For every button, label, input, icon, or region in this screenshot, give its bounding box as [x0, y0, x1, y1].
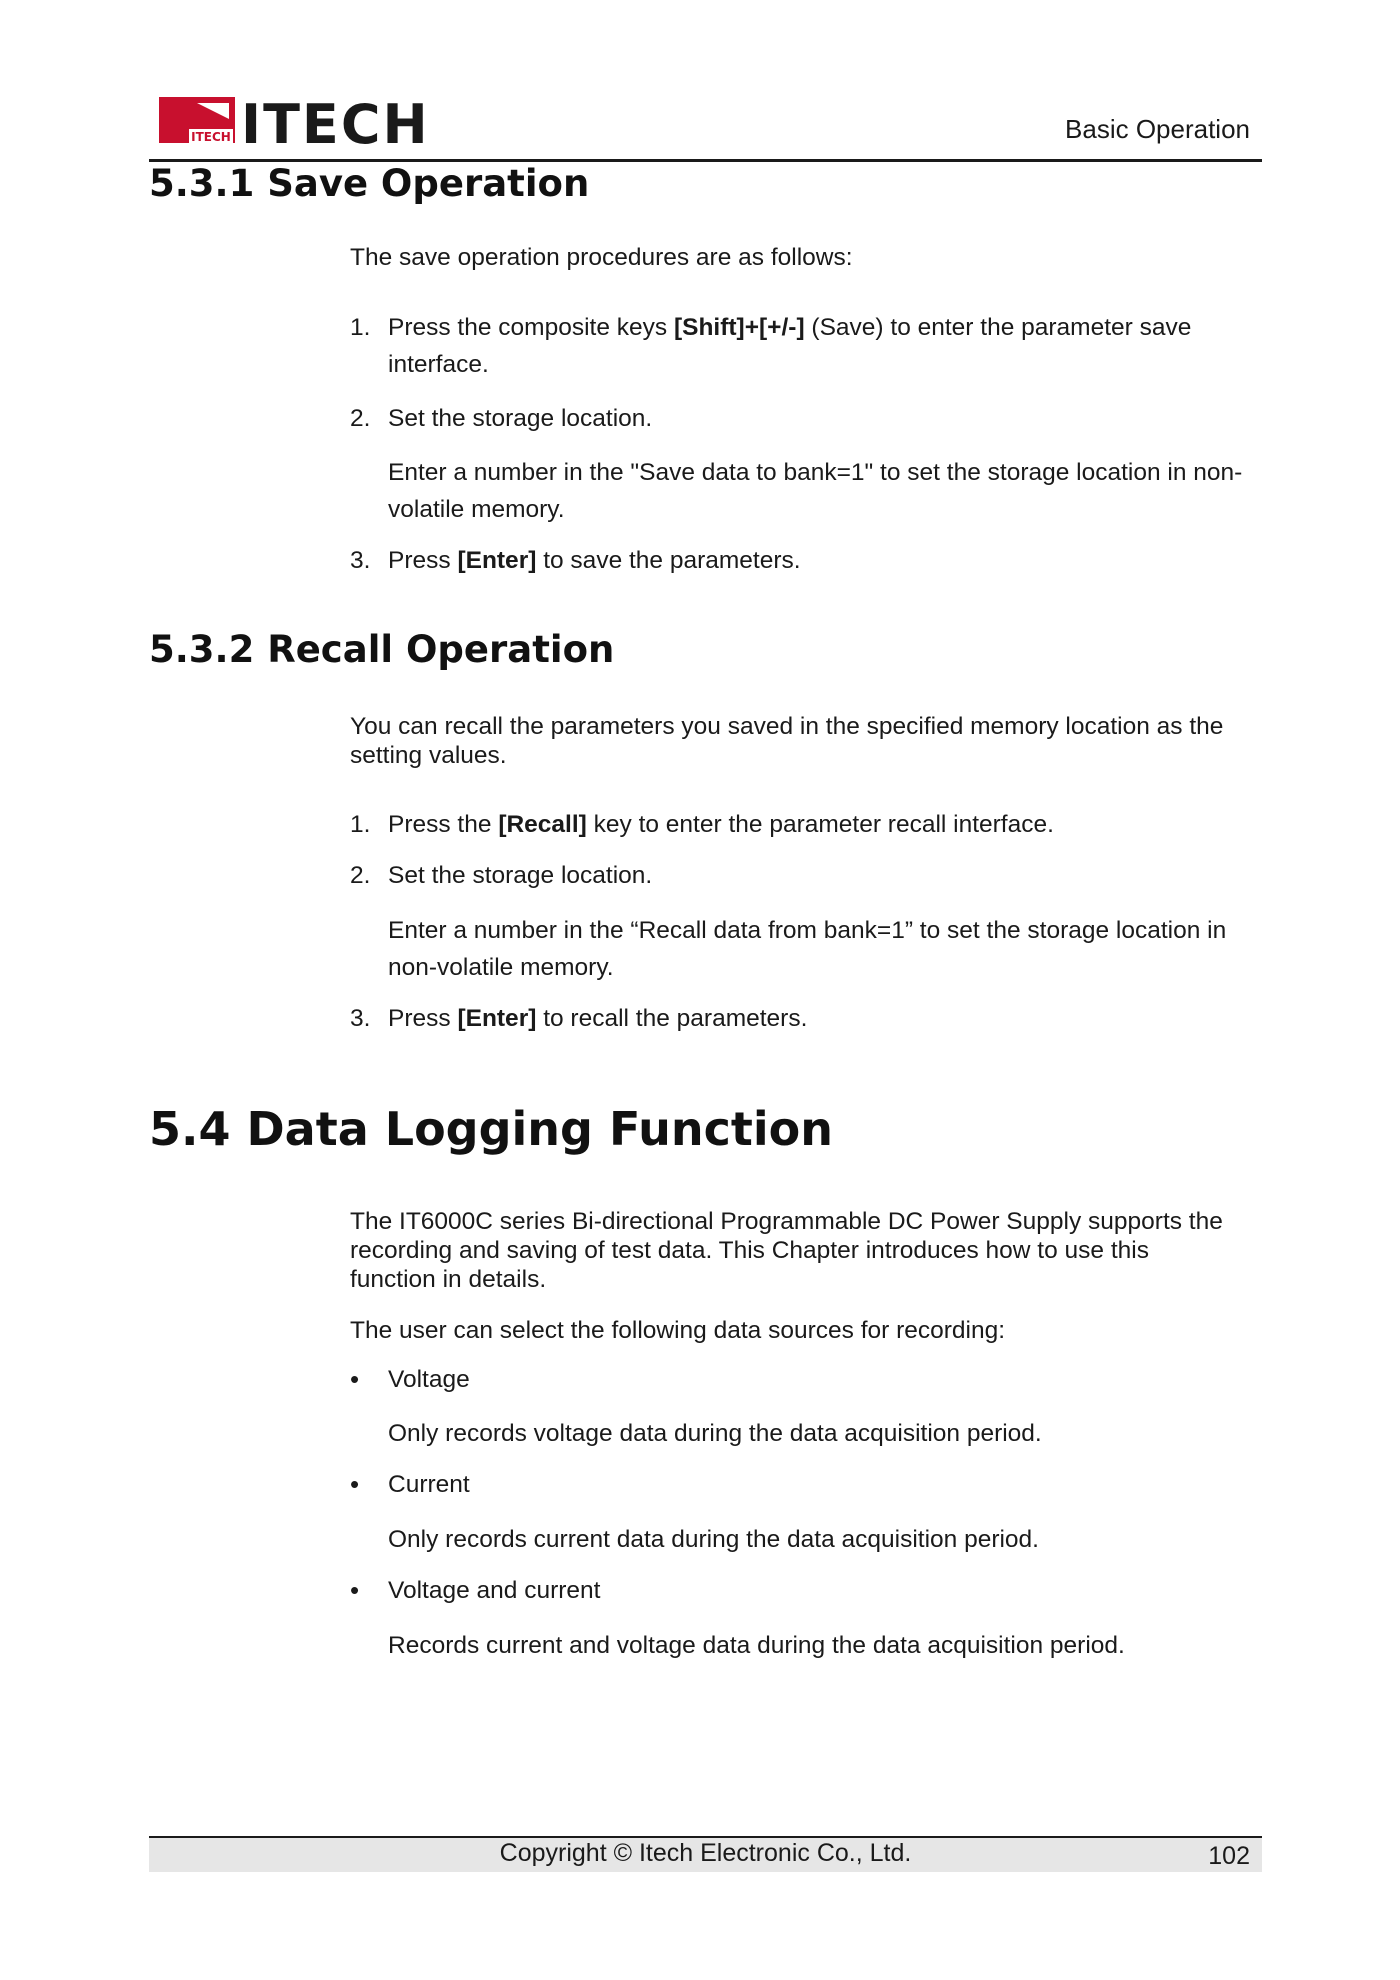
heading-recall-operation: 5.3.2 Recall Operation [149, 628, 615, 671]
logging-lead: The user can select the following data sources for recording: [350, 1317, 1006, 1344]
save-step-2-detail: Enter a number in the "Save data to bank=1" to set the storage location in non-volatile memory. [388, 459, 1243, 523]
page-footer [149, 1836, 1262, 1872]
save-step-3: 3. Press [Enter] to save the parameters. [350, 542, 1240, 579]
step-number: 2. [350, 405, 371, 432]
recall-step-2: 2. Set the storage location. [350, 857, 1240, 894]
step-number: 3. [350, 1005, 371, 1032]
step-number: 1. [350, 314, 371, 341]
step-number: 1. [350, 811, 371, 838]
list-item: • Voltage [350, 1361, 1240, 1398]
logo-wordmark: ITECH [241, 95, 430, 149]
recall-step-1: 1. Press the [Recall] key to enter the parameter recall interface. [350, 806, 1240, 843]
copyright-text: Copyright © Itech Electronic Co., Ltd. [499, 1839, 912, 1867]
bullet-icon: • [350, 1469, 360, 1499]
heading-save-operation: 5.3.1 Save Operation [149, 162, 590, 205]
list-item-description: Only records voltage data during the data acquisition period. [388, 1420, 1042, 1447]
svg-text:ITECH: ITECH [191, 130, 231, 144]
save-intro: The save operation procedures are as follows: [350, 244, 853, 271]
step-number: 2. [350, 862, 371, 889]
page-header [149, 93, 1262, 162]
itech-logo [159, 95, 435, 149]
heading-data-logging: 5.4 Data Logging Function [149, 1102, 834, 1156]
list-item: • Current [350, 1466, 1240, 1503]
key-enter: [Enter] [457, 1005, 537, 1032]
recall-intro: You can recall the parameters you saved in the specified memory location as the setting values. [350, 713, 1224, 769]
key-shift-plusminus: [Shift]+[+/-] [673, 314, 805, 341]
bullet-icon: • [350, 1364, 360, 1394]
recall-step-3: 3. Press [Enter] to recall the parameters. [350, 1000, 1240, 1037]
save-step-1: 1. Press the composite keys [Shift]+[+/-] (Save) to enter the parameter save interface. [350, 309, 1240, 383]
bullet-icon: • [350, 1575, 360, 1605]
list-item-description: Records current and voltage data during the data acquisition period. [388, 1632, 1125, 1659]
key-enter: [Enter] [457, 547, 537, 574]
header-section-title: Basic Operation [1065, 114, 1250, 144]
save-step-2: 2. Set the storage location. [350, 400, 1240, 437]
step-number: 3. [350, 547, 371, 574]
logging-intro: The IT6000C series Bi-directional Programmable DC Power Supply supports the recording and saving of test data. This Chapter introduces how to use this function in details. [350, 1208, 1223, 1293]
key-recall: [Recall] [498, 811, 587, 838]
list-item: • Voltage and current [350, 1572, 1240, 1609]
recall-step-2-detail: Enter a number in the “Recall data from bank=1” to set the storage location in non-volatile memory. [388, 917, 1227, 981]
page-number: 102 [1208, 1842, 1250, 1870]
list-item-description: Only records current data during the data acquisition period. [388, 1526, 1039, 1553]
